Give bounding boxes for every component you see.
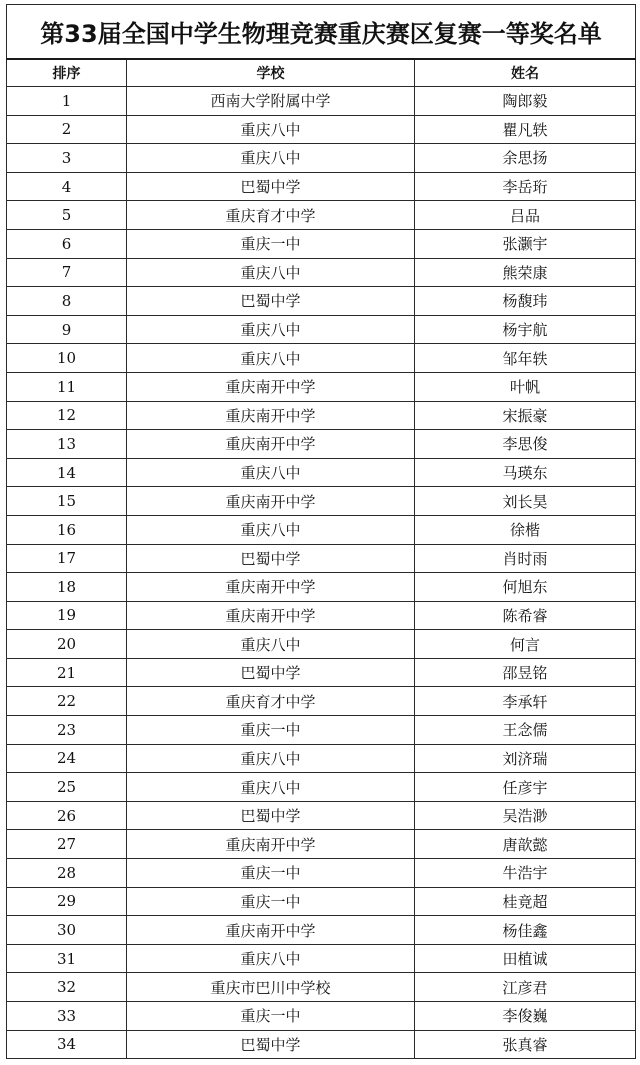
table-row — [7, 973, 636, 1002]
name-cell: 邵昱铭 — [415, 658, 636, 687]
school-cell: 巴蜀中学 — [127, 287, 415, 316]
table-row — [7, 458, 636, 487]
table-row — [7, 258, 636, 287]
table-row — [7, 172, 636, 201]
rank-cell: 34 — [7, 1030, 127, 1059]
school-cell: 重庆南开中学 — [127, 372, 415, 401]
rank-cell: 32 — [7, 973, 127, 1002]
school-cell: 西南大学附属中学 — [127, 87, 415, 116]
name-cell: 何旭东 — [415, 573, 636, 602]
table-row — [7, 344, 636, 373]
school-cell: 重庆八中 — [127, 315, 415, 344]
school-cell: 重庆八中 — [127, 773, 415, 802]
rank-cell: 28 — [7, 859, 127, 888]
name-cell: 何言 — [415, 630, 636, 659]
school-cell: 重庆一中 — [127, 887, 415, 916]
school-cell: 重庆南开中学 — [127, 601, 415, 630]
rank-cell: 10 — [7, 344, 127, 373]
table-row — [7, 744, 636, 773]
rank-cell: 11 — [7, 372, 127, 401]
rank-cell: 1 — [7, 87, 127, 116]
rank-cell: 17 — [7, 544, 127, 573]
name-cell: 宋振豪 — [415, 401, 636, 430]
header-row — [7, 59, 636, 87]
name-cell: 叶帆 — [415, 372, 636, 401]
table-row — [7, 773, 636, 802]
name-cell: 唐歆懿 — [415, 830, 636, 859]
column-header-name: 姓名 — [415, 59, 636, 87]
name-cell: 李岳珩 — [415, 172, 636, 201]
table-row — [7, 573, 636, 602]
rank-cell: 14 — [7, 458, 127, 487]
rank-cell: 25 — [7, 773, 127, 802]
school-cell: 重庆育才中学 — [127, 201, 415, 230]
school-cell: 重庆八中 — [127, 115, 415, 144]
rank-cell: 7 — [7, 258, 127, 287]
school-cell: 重庆一中 — [127, 1002, 415, 1031]
rank-cell: 12 — [7, 401, 127, 430]
rank-cell: 15 — [7, 487, 127, 516]
name-cell: 肖时雨 — [415, 544, 636, 573]
school-cell: 重庆八中 — [127, 744, 415, 773]
rank-cell: 5 — [7, 201, 127, 230]
school-cell: 重庆市巴川中学校 — [127, 973, 415, 1002]
school-cell: 重庆八中 — [127, 515, 415, 544]
name-cell: 李俊巍 — [415, 1002, 636, 1031]
name-cell: 杨馥玮 — [415, 287, 636, 316]
name-cell: 王念儒 — [415, 716, 636, 745]
table-row — [7, 944, 636, 973]
name-cell: 陶郎毅 — [415, 87, 636, 116]
rank-cell: 6 — [7, 229, 127, 258]
school-cell: 重庆南开中学 — [127, 487, 415, 516]
table-row — [7, 916, 636, 945]
name-cell: 杨宇航 — [415, 315, 636, 344]
rank-cell: 23 — [7, 716, 127, 745]
table-row — [7, 830, 636, 859]
name-cell: 李承轩 — [415, 687, 636, 716]
table-row — [7, 229, 636, 258]
table-row — [7, 887, 636, 916]
name-cell: 任彦宇 — [415, 773, 636, 802]
school-cell: 重庆一中 — [127, 859, 415, 888]
school-cell: 重庆南开中学 — [127, 916, 415, 945]
rank-cell: 29 — [7, 887, 127, 916]
school-cell: 巴蜀中学 — [127, 172, 415, 201]
school-cell: 重庆南开中学 — [127, 573, 415, 602]
name-cell: 田植诚 — [415, 944, 636, 973]
table-row — [7, 630, 636, 659]
rank-cell: 30 — [7, 916, 127, 945]
rank-cell: 22 — [7, 687, 127, 716]
school-cell: 重庆一中 — [127, 716, 415, 745]
rank-cell: 27 — [7, 830, 127, 859]
table-row — [7, 87, 636, 116]
name-cell: 张灏宇 — [415, 229, 636, 258]
name-cell: 瞿凡轶 — [415, 115, 636, 144]
school-cell: 巴蜀中学 — [127, 801, 415, 830]
name-cell: 牛浩宇 — [415, 859, 636, 888]
name-cell: 江彦君 — [415, 973, 636, 1002]
name-cell: 刘长昊 — [415, 487, 636, 516]
rank-cell: 31 — [7, 944, 127, 973]
school-cell: 重庆南开中学 — [127, 830, 415, 859]
table-row — [7, 859, 636, 888]
school-cell: 巴蜀中学 — [127, 658, 415, 687]
school-cell: 重庆一中 — [127, 229, 415, 258]
rank-cell: 19 — [7, 601, 127, 630]
table-row — [7, 144, 636, 173]
name-cell: 余思扬 — [415, 144, 636, 173]
title-row — [7, 5, 636, 60]
column-header-school: 学校 — [127, 59, 415, 87]
table-row — [7, 315, 636, 344]
table-row — [7, 487, 636, 516]
rank-cell: 33 — [7, 1002, 127, 1031]
name-cell: 桂竟超 — [415, 887, 636, 916]
table-row — [7, 430, 636, 459]
table-row — [7, 687, 636, 716]
name-cell: 邹年轶 — [415, 344, 636, 373]
school-cell: 重庆八中 — [127, 630, 415, 659]
table-row — [7, 801, 636, 830]
table-body — [7, 87, 636, 1059]
table-row — [7, 515, 636, 544]
school-cell: 重庆八中 — [127, 944, 415, 973]
school-cell: 重庆八中 — [127, 144, 415, 173]
name-cell: 李思俊 — [415, 430, 636, 459]
table-row — [7, 201, 636, 230]
rank-cell: 18 — [7, 573, 127, 602]
table-row — [7, 1002, 636, 1031]
table-row — [7, 287, 636, 316]
name-cell: 徐楷 — [415, 515, 636, 544]
rank-cell: 16 — [7, 515, 127, 544]
table-row — [7, 372, 636, 401]
school-cell: 重庆八中 — [127, 458, 415, 487]
school-cell: 重庆八中 — [127, 344, 415, 373]
rank-cell: 9 — [7, 315, 127, 344]
name-cell: 吴浩渺 — [415, 801, 636, 830]
table-row — [7, 658, 636, 687]
table-row — [7, 1030, 636, 1059]
name-cell: 杨佳鑫 — [415, 916, 636, 945]
table-row — [7, 115, 636, 144]
rank-cell: 3 — [7, 144, 127, 173]
school-cell: 重庆南开中学 — [127, 401, 415, 430]
award-table — [6, 4, 636, 1059]
rank-cell: 4 — [7, 172, 127, 201]
column-header-rank: 排序 — [7, 59, 127, 87]
school-cell: 巴蜀中学 — [127, 1030, 415, 1059]
name-cell: 陈希睿 — [415, 601, 636, 630]
table-row — [7, 716, 636, 745]
rank-cell: 13 — [7, 430, 127, 459]
rank-cell: 2 — [7, 115, 127, 144]
name-cell: 吕品 — [415, 201, 636, 230]
rank-cell: 26 — [7, 801, 127, 830]
name-cell: 马瑛东 — [415, 458, 636, 487]
table-row — [7, 601, 636, 630]
school-cell: 重庆南开中学 — [127, 430, 415, 459]
name-cell: 张真睿 — [415, 1030, 636, 1059]
rank-cell: 8 — [7, 287, 127, 316]
name-cell: 熊荣康 — [415, 258, 636, 287]
table-row — [7, 401, 636, 430]
rank-cell: 20 — [7, 630, 127, 659]
rank-cell: 21 — [7, 658, 127, 687]
table-row — [7, 544, 636, 573]
school-cell: 巴蜀中学 — [127, 544, 415, 573]
school-cell: 重庆育才中学 — [127, 687, 415, 716]
name-cell: 刘济瑞 — [415, 744, 636, 773]
rank-cell: 24 — [7, 744, 127, 773]
table-title: 第33届全国中学生物理竞赛重庆赛区复赛一等奖名单 — [7, 5, 636, 60]
school-cell: 重庆八中 — [127, 258, 415, 287]
